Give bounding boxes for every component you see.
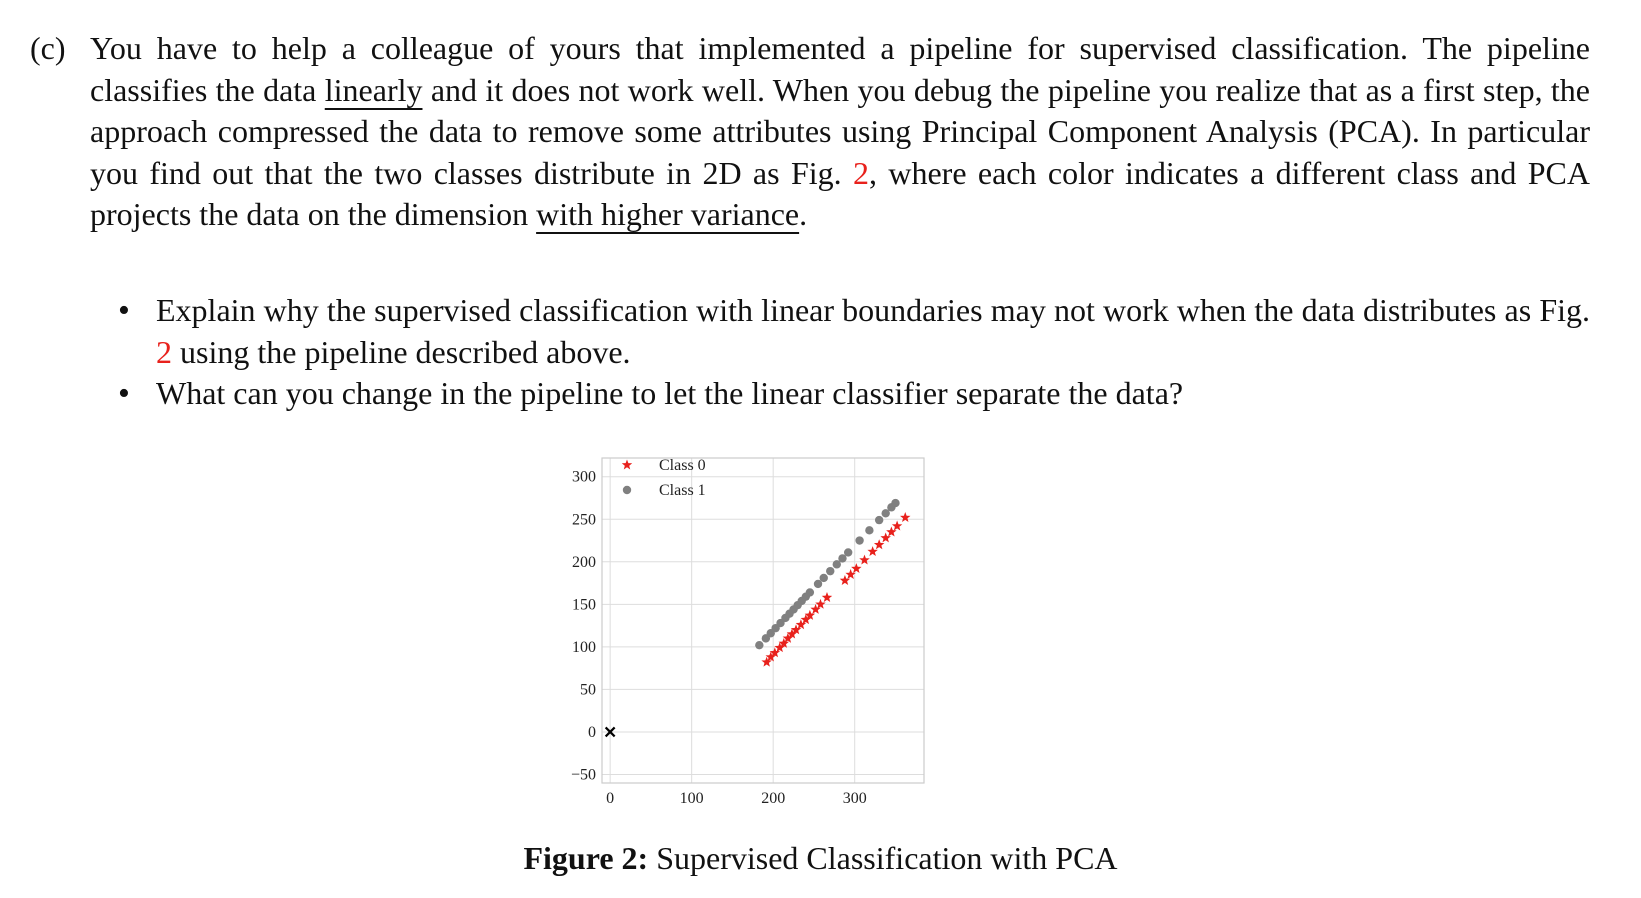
figure-reference-link[interactable]: 2	[853, 154, 869, 191]
y-tick-label: −50	[570, 766, 596, 784]
data-point-class-1	[875, 516, 883, 524]
y-tick-label: 200	[572, 553, 596, 571]
scatter-chart	[560, 455, 980, 815]
y-tick-label: 100	[572, 638, 596, 656]
legend-label: Class 0	[659, 457, 706, 474]
bullet-dot-icon: •	[118, 375, 130, 412]
bullet-dot-icon: •	[118, 292, 130, 329]
x-tick-label: 100	[679, 790, 704, 807]
caption-label: Figure 2:	[523, 840, 649, 876]
underlined-higher-variance: with higher variance	[536, 196, 800, 232]
data-point-class-0	[900, 512, 910, 522]
bullet-list	[118, 290, 1590, 415]
data-point-class-1	[855, 536, 863, 544]
bullet-1-text-b: using the pipeline described above.	[172, 333, 631, 370]
bullet-text	[156, 290, 1590, 373]
grid-layer	[602, 458, 924, 783]
figure-2	[560, 455, 980, 815]
question-text-part-1: You have to help a colleague of yours that implemented a pipeline for supervised classification. The pipeline classifies the data	[90, 30, 1590, 108]
data-point-class-1	[891, 499, 899, 507]
x-tick-label: 300	[842, 790, 867, 807]
data-point-class-0	[867, 546, 877, 556]
data-point-class-1	[806, 588, 814, 596]
data-point-class-0	[859, 555, 869, 565]
bullet-item	[118, 290, 1590, 373]
data-point-class-0	[874, 539, 884, 549]
plot-frame	[602, 458, 924, 783]
data-point-class-1	[755, 641, 763, 649]
y-tick-label: 300	[572, 468, 596, 486]
y-tick-label: 150	[572, 596, 596, 614]
x-tick-label: 0	[606, 790, 615, 807]
question-text	[90, 28, 1590, 236]
y-tick-label: 250	[572, 511, 596, 529]
x-tick-label: 200	[761, 790, 786, 807]
data-point-class-0	[851, 563, 861, 573]
legend-label: Class 1	[659, 482, 706, 499]
figure-reference-link[interactable]: 2	[156, 333, 172, 370]
question-label: (c)	[30, 30, 66, 66]
data-point-class-1	[826, 567, 834, 575]
data-point-class-1	[844, 548, 852, 556]
question-text-part-2: and it does not work well. When you debug the pipeline you realize that as a first step, the approach compressed the data to remove some attributes using Principal Component Analysis (PCA). In particular you find out that the two classes distribute in 2D as Fig.	[90, 71, 1591, 191]
series-class-1	[755, 499, 900, 649]
legend-marker-class-0	[622, 460, 632, 470]
data-point-class-0	[822, 592, 832, 602]
series-class-0	[761, 512, 910, 667]
data-point-class-1	[820, 574, 828, 582]
y-tick-label: 0	[588, 723, 596, 741]
figure-caption	[0, 838, 1641, 878]
data-point-class-0	[892, 521, 902, 531]
question-c	[30, 28, 1590, 236]
legend-marker-class-1	[623, 486, 631, 494]
caption-text: Supervised Classification with PCA	[656, 840, 1118, 876]
data-point-class-1	[865, 526, 873, 534]
bullet-text	[156, 373, 1590, 415]
bullet-1-text-a: Explain why the supervised classification with linear boundaries may not work when the data distributes as Fig.	[156, 292, 1590, 328]
bullet-2-text: What can you change in the pipeline to let the linear classifier separate the data?	[156, 375, 1184, 411]
y-tick-label: 50	[580, 681, 596, 699]
bullet-item	[118, 373, 1590, 415]
data-points	[606, 499, 911, 737]
question-text-part-4: .	[799, 196, 808, 232]
question-text-part-3: , where each color indicates a different class and PCA projects the data on the dimension	[90, 154, 1591, 232]
legend	[622, 457, 706, 499]
underlined-linearly: linearly	[324, 71, 423, 108]
